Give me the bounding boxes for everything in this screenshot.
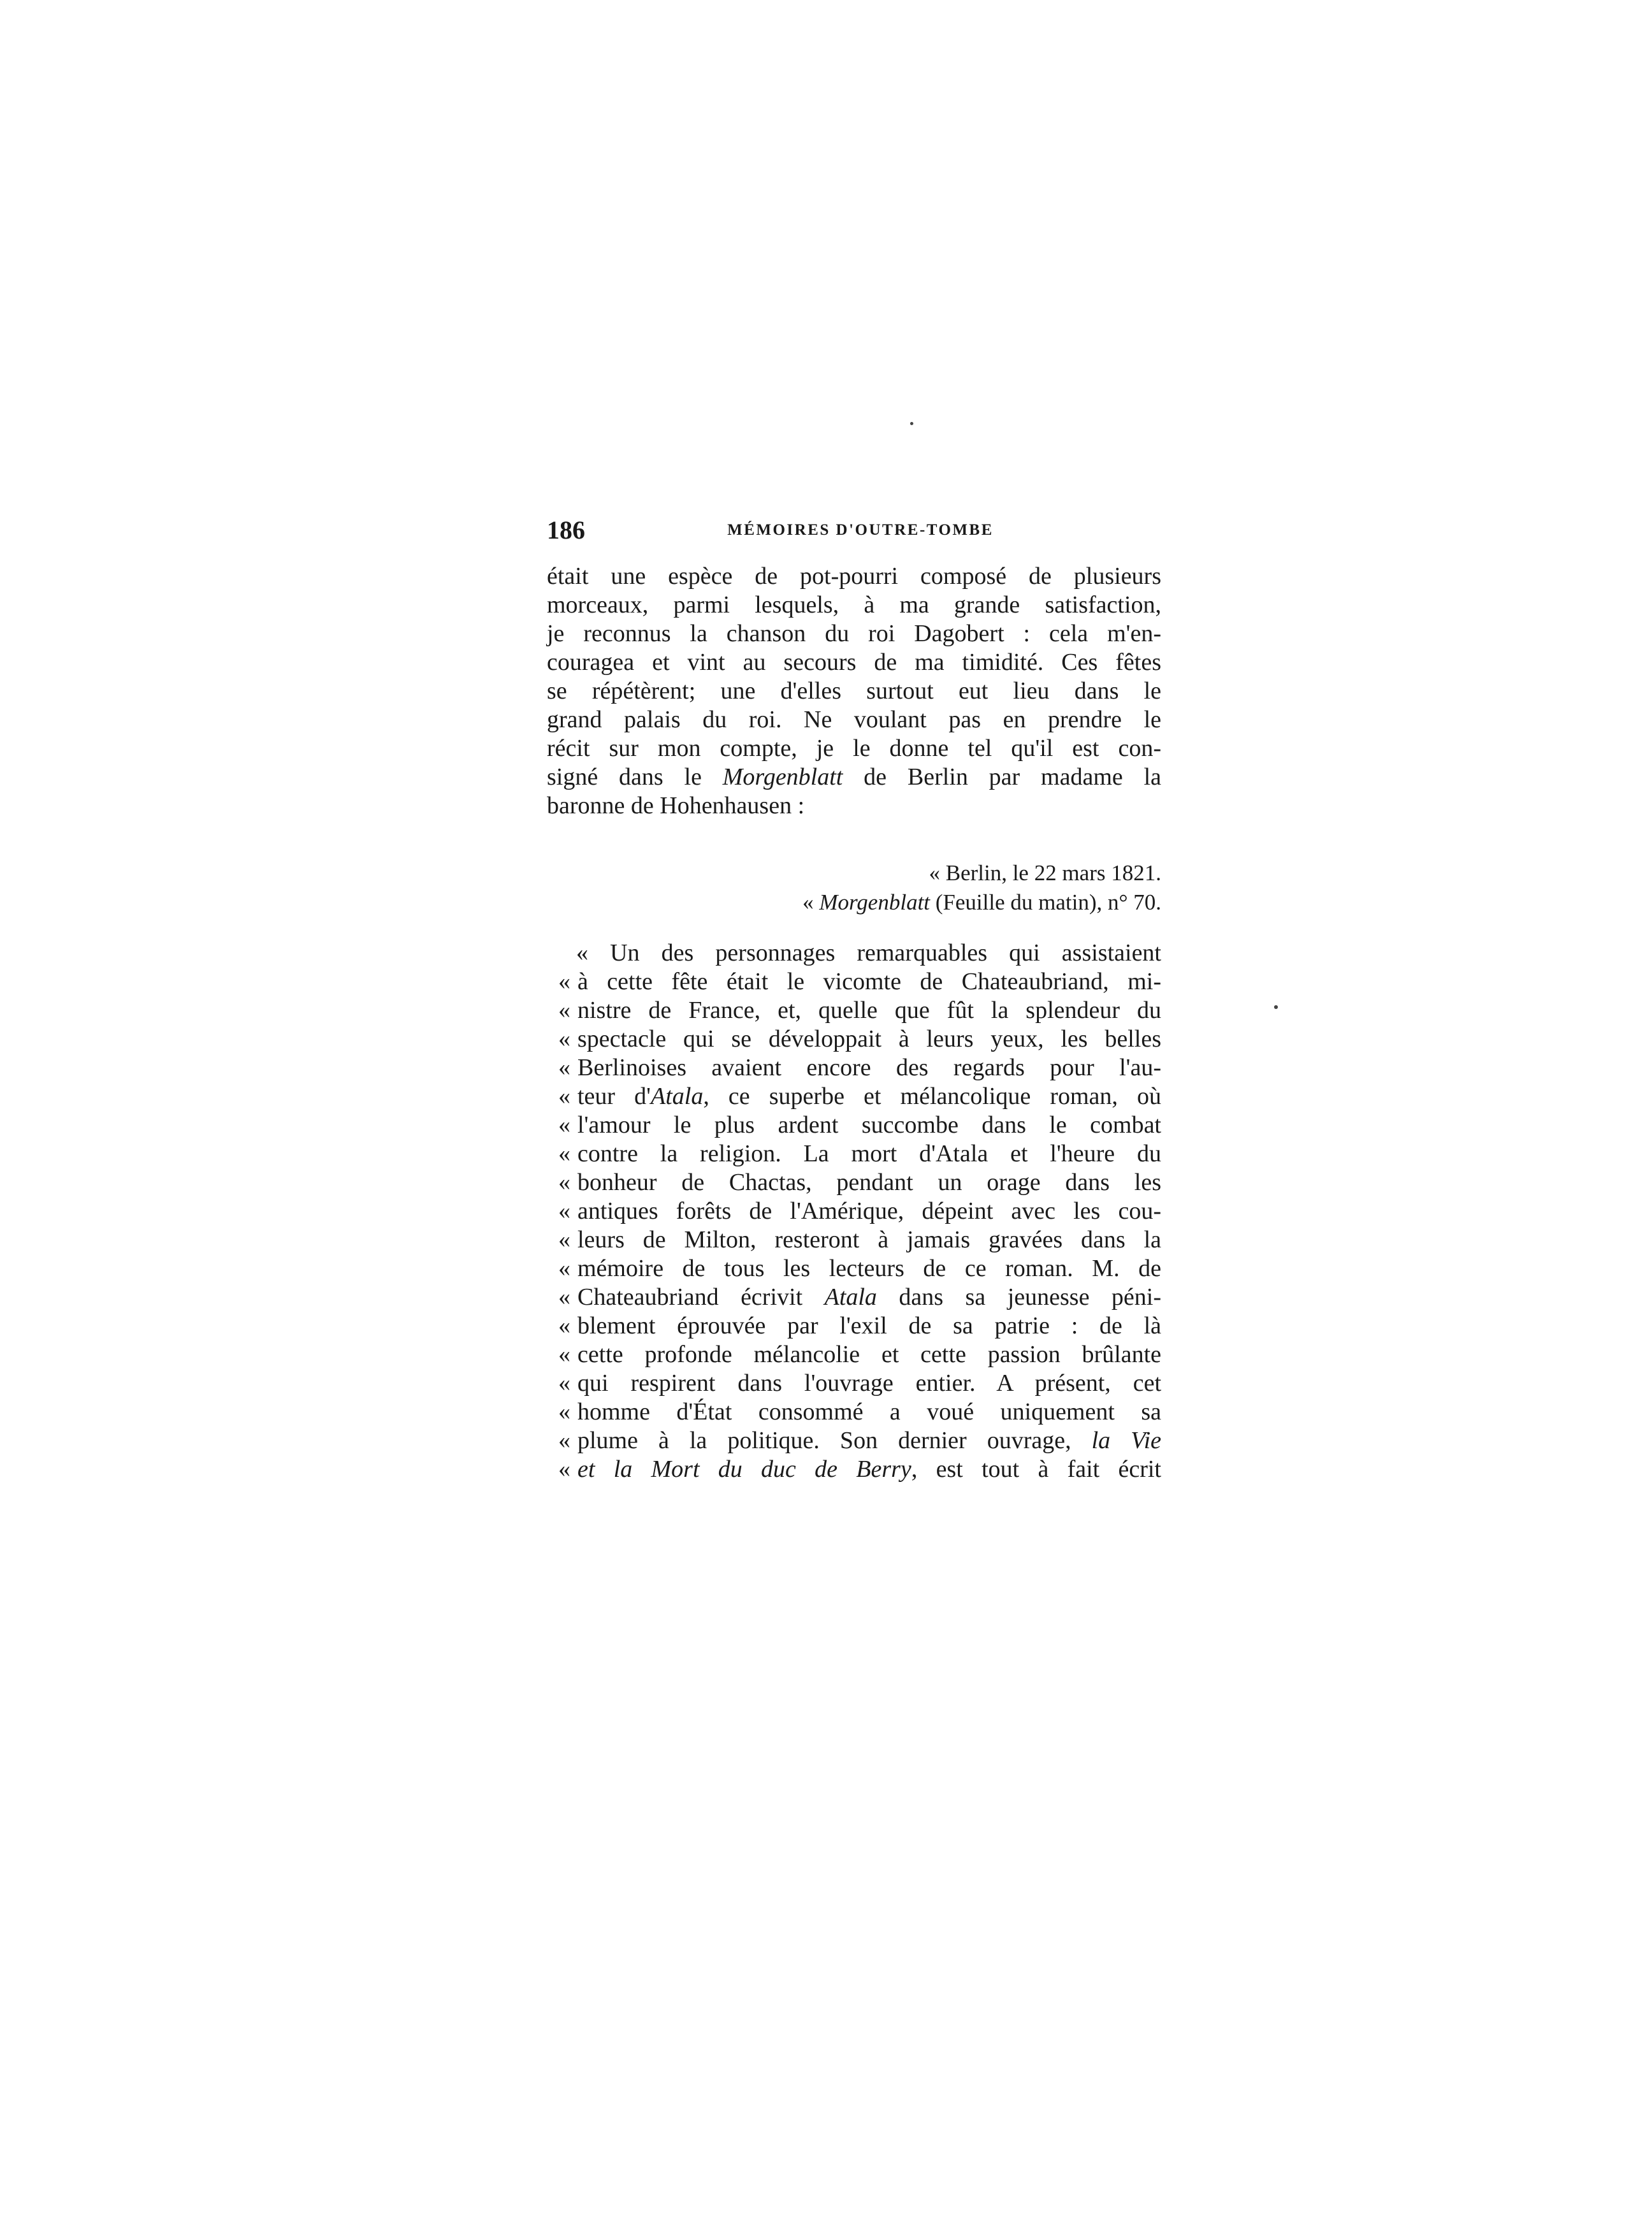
quote-mark: «	[558, 1198, 570, 1224]
body-line	[547, 763, 1161, 791]
quote-line: « qui respirent dans l'ouvrage entier. A présent, cet	[558, 1370, 1161, 1397]
quote-mark: «	[558, 1398, 570, 1425]
quote-line: « Un des personnages remarquables qui assistaient	[576, 940, 1161, 966]
quote-line: « spectacle qui se développait à leurs yeux, les belles	[558, 1026, 1161, 1052]
quote-mark: «	[558, 1370, 570, 1397]
quote-line: « contre la religion. La mort d'Atala et l'heure du	[558, 1140, 1161, 1167]
running-title: MÉMOIRES D'OUTRE-TOMBE	[727, 521, 994, 539]
quote-mark: «	[558, 997, 570, 1024]
quote-mark: «	[558, 1083, 570, 1110]
quote-mark: «	[558, 1456, 570, 1483]
quote-mark: «	[558, 1255, 570, 1282]
body-line: se répétèrent; une d'elles surtout eut lieu dans le	[547, 678, 1161, 704]
quote-mark: «	[558, 1169, 570, 1196]
quote-mark: «	[558, 1140, 570, 1167]
dateline-source: « Morgenblatt (Feuille du matin), n° 70.	[802, 890, 1161, 915]
quote-line: « cette profonde mélancolie et cette passion brûlante	[558, 1341, 1161, 1368]
newspaper-title: Morgenblatt	[819, 890, 931, 915]
quote-line: « bonheur de Chactas, pendant un orage dans les	[558, 1169, 1161, 1196]
body-line: je reconnus la chanson du roi Dagobert : cela m'en-	[547, 620, 1161, 647]
body-line: était une espèce de pot-pourri composé de plusieurs	[547, 563, 1161, 590]
body-line: grand palais du roi. Ne voulant pas en prendre le	[547, 706, 1161, 733]
scan-speck	[910, 422, 913, 425]
quote-mark: «	[558, 1284, 570, 1310]
quote-line: « leurs de Milton, resteront à jamais gravées dans la	[558, 1226, 1161, 1253]
quote-line: « à cette fête était le vicomte de Chateaubriand, mi-	[558, 968, 1161, 995]
body-line-end: de Berlin par madame la	[843, 764, 1161, 790]
newspaper-title: Morgenblatt	[722, 764, 843, 790]
body-line: baronne de Hohenhausen :	[547, 792, 805, 819]
quote-line: « homme d'État consommé a voué uniquement sa	[558, 1398, 1161, 1425]
quote-mark: «	[558, 1427, 570, 1454]
quote-mark: «	[558, 1312, 570, 1339]
body-line-start: signé dans le	[547, 764, 723, 790]
running-header	[547, 515, 1161, 546]
body-line: morceaux, parmi lesquels, à ma grande satisfaction,	[547, 592, 1161, 618]
quote-mark: «	[558, 1112, 570, 1138]
quote-line: « nistre de France, et, quelle que fût la splendeur du	[558, 997, 1161, 1024]
quote-line: « plume à la politique. Son dernier ouvrage, la Vie	[558, 1427, 1161, 1454]
quote-line: « Chateaubriand écrivit Atala dans sa jeunesse péni-	[558, 1284, 1161, 1310]
body-line: couragea et vint au secours de ma timidité. Ces fêtes	[547, 649, 1161, 676]
quote-line: « mémoire de tous les lecteurs de ce roman. M. de	[558, 1255, 1161, 1282]
page-number: 186	[547, 516, 585, 544]
quote-line: « Berlinoises avaient encore des regards pour l'au-	[558, 1054, 1161, 1081]
quote-mark: «	[558, 1054, 570, 1081]
quote-mark: «	[558, 968, 570, 995]
quote-line: « l'amour le plus ardent succombe dans le combat	[558, 1112, 1161, 1138]
scan-speck	[1274, 1005, 1278, 1009]
quote-line: « teur d'Atala, ce superbe et mélancolique roman, où	[558, 1083, 1161, 1110]
quote-line: « antiques forêts de l'Amérique, dépeint avec les cou-	[558, 1198, 1161, 1224]
quote-line: « blement éprouvée par l'exil de sa patrie : de là	[558, 1312, 1161, 1339]
quote-mark: «	[558, 1026, 570, 1052]
quote-mark: «	[558, 1341, 570, 1368]
body-line: récit sur mon compte, je le donne tel qu'il est con-	[547, 735, 1161, 762]
dateline-place-date: « Berlin, le 22 mars 1821.	[929, 860, 1161, 885]
quote-mark: «	[558, 1226, 570, 1253]
quote-line: « et la Mort du duc de Berry, est tout à fait écrit	[558, 1456, 1161, 1483]
